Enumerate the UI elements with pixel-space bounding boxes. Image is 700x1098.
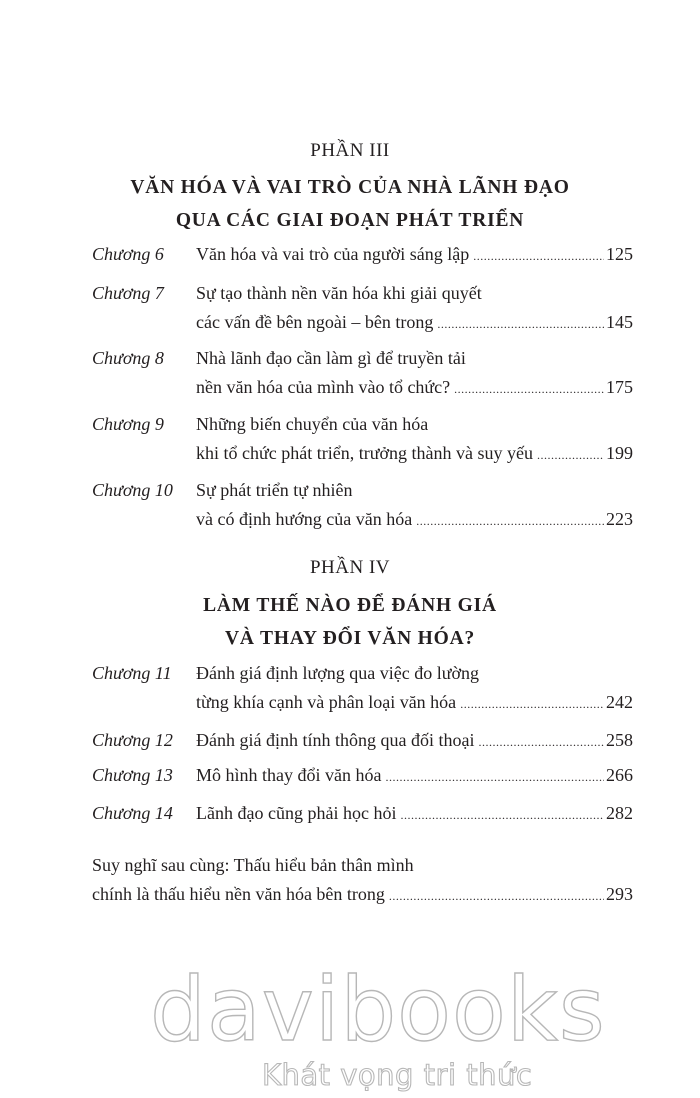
afterword-line2: chính là thấu hiểu nền văn hóa bên trong (92, 884, 385, 904)
chapter-12-title: Đánh giá định tính thông qua đối thoại (196, 730, 475, 750)
chapter-9-label: Chương 9 (92, 414, 164, 434)
dot-leader (537, 442, 604, 468)
dot-leader (400, 802, 604, 828)
dot-leader (460, 691, 604, 717)
chapter-12-page: 258 (606, 730, 633, 750)
chapter-9-entry (196, 440, 633, 466)
part3-title (0, 171, 700, 237)
chapter-14-label: Chương 14 (92, 803, 173, 823)
part4-title-line1: LÀM THẾ NÀO ĐỂ ĐÁNH GIÁ (203, 595, 497, 616)
chapter-10-entry (196, 506, 633, 532)
dot-leader (454, 376, 604, 402)
chapter-12-label: Chương 12 (92, 730, 173, 750)
part3-title-line2: QUA CÁC GIAI ĐOẠN PHÁT TRIỂN (175, 210, 525, 231)
chapter-6-label: Chương 6 (92, 244, 164, 264)
chapter-7-page: 145 (606, 312, 633, 332)
chapter-13-entry (196, 762, 633, 788)
chapter-10-page: 223 (606, 509, 633, 529)
watermark-tagline: Khát vọng tri thức (262, 1058, 533, 1092)
chapter-13-label: Chương 13 (92, 765, 173, 785)
chapter-12-entry (196, 727, 633, 753)
part4-label: PHẦN IV (309, 557, 391, 578)
chapter-8-page: 175 (606, 377, 633, 397)
chapter-7-label: Chương 7 (92, 283, 164, 303)
chapter-6-title: Văn hóa và vai trò của người sáng lập (196, 244, 470, 264)
chapter-9-title-line2: khi tổ chức phát triển, trưởng thành và suy yếu (196, 443, 533, 463)
part3-title-line1: VĂN HÓA VÀ VAI TRÒ CỦA NHÀ LÃNH ĐẠO (130, 177, 570, 198)
dot-leader (473, 243, 604, 269)
chapter-11-page: 242 (606, 692, 633, 712)
afterword-line1: Suy nghĩ sau cùng: Thấu hiểu bản thân mình (92, 855, 414, 875)
chapter-14-page: 282 (606, 803, 633, 823)
watermark-logo: davibooks (150, 958, 606, 1061)
dot-leader (385, 764, 604, 790)
part4-title-line2: VÀ THAY ĐỔI VĂN HÓA? (224, 628, 476, 649)
part4-title (0, 589, 700, 655)
chapter-8-label: Chương 8 (92, 348, 164, 368)
chapter-8-entry (196, 374, 633, 400)
chapter-8-title-line1: Nhà lãnh đạo cần làm gì để truyền tải (196, 348, 466, 368)
dot-leader (416, 508, 604, 534)
chapter-11-title-line2: từng khía cạnh và phân loại văn hóa (196, 692, 457, 712)
chapter-13-page: 266 (606, 765, 633, 785)
part3-label: PHẦN III (310, 140, 390, 161)
chapter-9-page: 199 (606, 443, 633, 463)
chapter-6-page: 125 (606, 244, 633, 264)
chapter-14-title: Lãnh đạo cũng phải học hỏi (196, 803, 397, 823)
afterword-page: 293 (606, 884, 633, 904)
chapter-10-title-line1: Sự phát triển tự nhiên (196, 480, 353, 500)
chapter-7-title-line1: Sự tạo thành nền văn hóa khi giải quyết (196, 283, 482, 303)
chapter-14-entry (196, 800, 633, 826)
chapter-11-entry (196, 689, 633, 715)
chapter-10-label: Chương 10 (92, 480, 173, 500)
chapter-10-title-line2: và có định hướng của văn hóa (196, 509, 413, 529)
chapter-7-entry (196, 309, 633, 335)
dot-leader (478, 729, 604, 755)
chapter-11-title-line1: Đánh giá định lượng qua việc đo lường (196, 663, 479, 683)
chapter-13-title: Mô hình thay đổi văn hóa (196, 765, 382, 785)
chapter-6-entry (196, 241, 633, 267)
chapter-11-label: Chương 11 (92, 663, 172, 683)
dot-leader (389, 883, 604, 909)
chapter-8-title-line2: nền văn hóa của mình vào tổ chức? (196, 377, 451, 397)
chapter-7-title-line2: các vấn đề bên ngoài – bên trong (196, 312, 434, 332)
dot-leader (437, 311, 604, 337)
afterword-entry (92, 881, 633, 907)
chapter-9-title-line1: Những biến chuyển của văn hóa (196, 414, 429, 434)
